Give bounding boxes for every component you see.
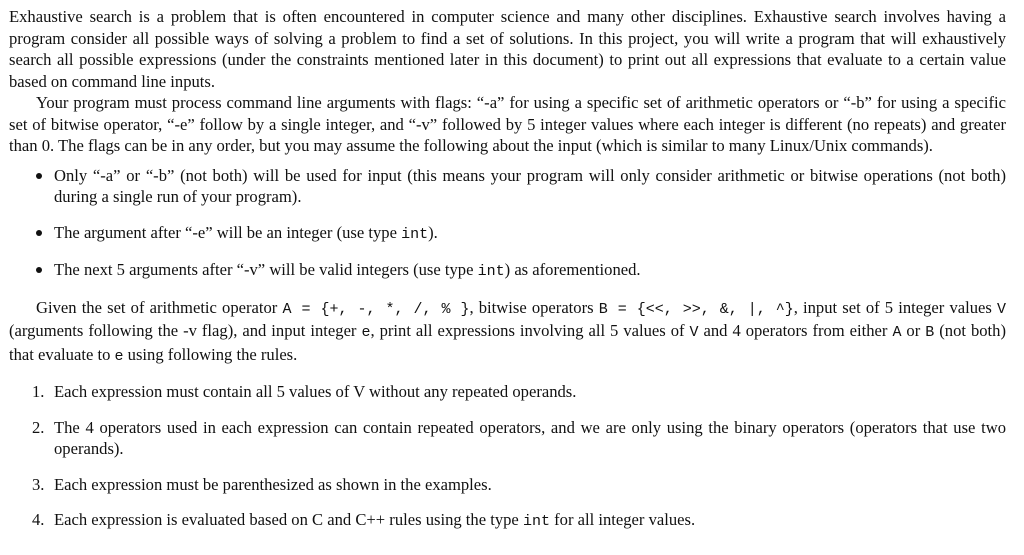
text-run: (arguments following the -v flag), and input integer <box>9 321 362 340</box>
text-run: , bitwise operators <box>469 297 599 317</box>
inline-code: V <box>996 300 1006 318</box>
flags-paragraph: Your program must process command line arguments with flags: “-a” for using a specific set of arithmetic operators or “-b” for using a specific set of bitwise operator, “-e” follow by a single integer, and “-v” followed by 5 integer values where each integer is different (no repeats) and greater than 0. The flags can be in any order, but you may assume the following about the input (which is similar to many Linux/Unix commands). <box>9 93 1006 155</box>
bullet-text: Only “-a” or “-b” (not both) will be used for input (this means your program will only consider arithmetic or bitwise operations (not both) during a single run of your program). <box>54 165 1006 206</box>
list-number: 1. <box>32 382 45 401</box>
bullet-text: The next 5 arguments after “-v” will be valid integers (use type <box>54 260 478 279</box>
inline-code: B = {<<, >>, &, |, ^} <box>598 300 794 318</box>
inline-code: V <box>689 324 699 341</box>
text-run: (not both) that evaluate to <box>9 321 1006 364</box>
bullet-text: ). <box>428 222 438 242</box>
text-run: , print all expressions involving all 5 values of <box>370 321 690 340</box>
inline-code: A = {+, -, *, /, % } <box>282 300 470 318</box>
list-item <box>9 222 1006 246</box>
inline-code: int <box>522 513 550 530</box>
list-item <box>9 509 1006 533</box>
list-item <box>9 381 1006 403</box>
operators-paragraph <box>9 297 1006 368</box>
inline-code: e <box>361 324 371 341</box>
text-run: or <box>901 321 926 340</box>
inline-code: int <box>401 225 429 243</box>
input-assumptions-list <box>9 165 1006 283</box>
list-number: 2. <box>32 417 45 437</box>
list-item <box>9 474 1006 496</box>
rule-text: Each expression is evaluated based on C and C++ rules using the type <box>54 510 523 529</box>
bullet-text: The argument after “-e” will be an integer (use type <box>54 222 402 242</box>
list-item <box>9 259 1006 283</box>
bullet-text: ) as aforementioned. <box>504 260 641 279</box>
rule-text: The 4 operators used in each expression can contain repeated operators, and we are only using the binary operators (operators that use two operands). <box>54 417 1006 458</box>
rules-list <box>9 381 1006 533</box>
list-item <box>9 165 1006 208</box>
inline-code: e <box>114 347 124 365</box>
rule-text: for all integer values. <box>549 510 696 529</box>
text-run: using following the rules. <box>123 344 298 364</box>
intro-paragraph: Exhaustive search is a problem that is often encountered in computer science and many other disciplines. Exhaustive search involves having a program consider all possible ways of solving a problem to find a set of solutions. In this project, you will write a program that will exhaustively search all possible expressions (under the constraints mentioned later in this document) to print out all expressions that evaluate to a certain value based on command line inputs. <box>9 7 1006 91</box>
list-number: 4. <box>32 510 45 529</box>
list-item <box>9 417 1006 460</box>
inline-code: int <box>477 263 505 280</box>
inline-code: B <box>925 324 935 341</box>
text-run: and 4 operators from either <box>698 321 893 340</box>
text-run: Given the set of arithmetic operator <box>36 297 283 317</box>
list-number: 3. <box>32 474 45 494</box>
rule-text: Each expression must be parenthesized as shown in the examples. <box>54 474 492 494</box>
rule-text: Each expression must contain all 5 values of V without any repeated operands. <box>54 382 577 401</box>
inline-code: A <box>892 324 902 341</box>
text-run: , input set of 5 integer values <box>793 297 997 317</box>
